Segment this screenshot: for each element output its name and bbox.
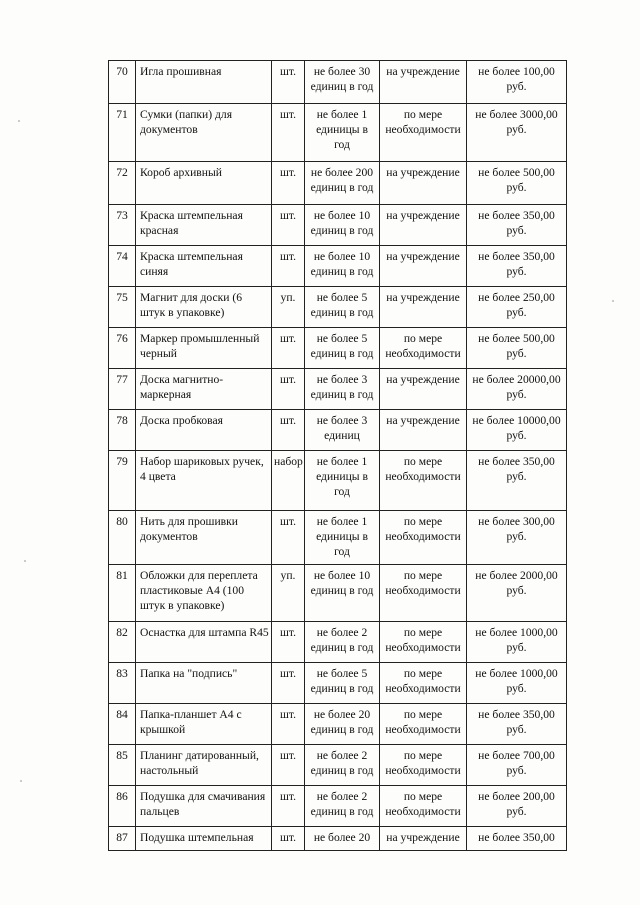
row-number: 84 (109, 704, 136, 745)
unit: шт. (272, 162, 305, 205)
unit: набор (272, 451, 305, 511)
row-number: 83 (109, 663, 136, 704)
price: не более 250,00 руб. (467, 287, 567, 328)
quantity: не более 30 единиц в год (305, 61, 380, 104)
frequency: по мере необходимости (380, 328, 467, 369)
frequency: на учреждение (380, 410, 467, 451)
item-name: Папка-планшет А4 с крышкой (136, 704, 272, 745)
item-name: Оснастка для штампа R45 (136, 622, 272, 663)
price: не более 1000,00 руб. (467, 622, 567, 663)
item-name: Короб архивный (136, 162, 272, 205)
quantity: не более 10 единиц в год (305, 205, 380, 246)
table-row (109, 287, 567, 328)
price: не более 350,00 руб. (467, 451, 567, 511)
table-row (109, 745, 567, 786)
row-number: 75 (109, 287, 136, 328)
items-table-body (109, 61, 567, 851)
unit: шт. (272, 104, 305, 162)
scan-speck (612, 300, 614, 302)
price: не более 350,00 руб. (467, 704, 567, 745)
table-row (109, 61, 567, 104)
frequency: по мере необходимости (380, 451, 467, 511)
price: не более 100,00 руб. (467, 61, 567, 104)
table-row (109, 565, 567, 622)
item-name: Доска пробковая (136, 410, 272, 451)
frequency: на учреждение (380, 61, 467, 104)
unit: шт. (272, 246, 305, 287)
price: не более 350,00 руб. (467, 205, 567, 246)
quantity: не более 20 единиц в год (305, 704, 380, 745)
row-number: 76 (109, 328, 136, 369)
table-row (109, 704, 567, 745)
row-number: 73 (109, 205, 136, 246)
item-name: Игла прошивная (136, 61, 272, 104)
row-number: 82 (109, 622, 136, 663)
quantity: не более 3 единиц в год (305, 369, 380, 410)
frequency: на учреждение (380, 369, 467, 410)
unit: шт. (272, 410, 305, 451)
item-name: Магнит для доски (6 штук в упаковке) (136, 287, 272, 328)
quantity: не более 20 (305, 827, 380, 851)
price: не более 20000,00 руб. (467, 369, 567, 410)
row-number: 80 (109, 511, 136, 565)
item-name: Набор шариковых ручек, 4 цвета (136, 451, 272, 511)
unit: шт. (272, 745, 305, 786)
unit: уп. (272, 287, 305, 328)
table-row (109, 104, 567, 162)
scan-speck (18, 120, 20, 122)
price: не более 2000,00 руб. (467, 565, 567, 622)
table-row (109, 205, 567, 246)
table-row (109, 328, 567, 369)
price: не более 350,00 (467, 827, 567, 851)
frequency: по мере необходимости (380, 745, 467, 786)
frequency: на учреждение (380, 205, 467, 246)
item-name: Обложки для переплета пластиковые А4 (100 штук в упаковке) (136, 565, 272, 622)
unit: шт. (272, 369, 305, 410)
row-number: 77 (109, 369, 136, 410)
unit: шт. (272, 622, 305, 663)
table-row (109, 622, 567, 663)
price: не более 3000,00 руб. (467, 104, 567, 162)
frequency: по мере необходимости (380, 786, 467, 827)
unit: шт. (272, 205, 305, 246)
unit: уп. (272, 565, 305, 622)
quantity: не более 10 единиц в год (305, 246, 380, 287)
item-name: Подушка для смачивания пальцев (136, 786, 272, 827)
table-row (109, 246, 567, 287)
quantity: не более 2 единиц в год (305, 786, 380, 827)
quantity: не более 2 единиц в год (305, 745, 380, 786)
item-name: Краска штемпельная синяя (136, 246, 272, 287)
items-table (108, 60, 567, 851)
row-number: 74 (109, 246, 136, 287)
row-number: 78 (109, 410, 136, 451)
frequency: на учреждение (380, 287, 467, 328)
item-name: Краска штемпельная красная (136, 205, 272, 246)
frequency: по мере необходимости (380, 565, 467, 622)
unit: шт. (272, 61, 305, 104)
row-number: 81 (109, 565, 136, 622)
row-number: 87 (109, 827, 136, 851)
frequency: по мере необходимости (380, 663, 467, 704)
item-name: Маркер промышленный черный (136, 328, 272, 369)
table-row (109, 369, 567, 410)
frequency: по мере необходимости (380, 704, 467, 745)
price: не более 700,00 руб. (467, 745, 567, 786)
unit: шт. (272, 328, 305, 369)
unit: шт. (272, 827, 305, 851)
price: не более 1000,00 руб. (467, 663, 567, 704)
item-name: Сумки (папки) для документов (136, 104, 272, 162)
quantity: не более 1 единицы в год (305, 451, 380, 511)
price: не более 10000,00 руб. (467, 410, 567, 451)
row-number: 79 (109, 451, 136, 511)
quantity: не более 200 единиц в год (305, 162, 380, 205)
quantity: не более 2 единиц в год (305, 622, 380, 663)
table-row (109, 827, 567, 851)
table-row (109, 786, 567, 827)
unit: шт. (272, 786, 305, 827)
scan-speck (20, 780, 22, 782)
quantity: не более 1 единицы в год (305, 511, 380, 565)
frequency: по мере необходимости (380, 104, 467, 162)
item-name: Нить для прошивки документов (136, 511, 272, 565)
row-number: 86 (109, 786, 136, 827)
unit: шт. (272, 511, 305, 565)
table-row (109, 162, 567, 205)
frequency: по мере необходимости (380, 622, 467, 663)
table-row (109, 511, 567, 565)
price: не более 300,00 руб. (467, 511, 567, 565)
quantity: не более 3 единиц (305, 410, 380, 451)
table-row (109, 663, 567, 704)
row-number: 72 (109, 162, 136, 205)
row-number: 71 (109, 104, 136, 162)
quantity: не более 5 единиц в год (305, 663, 380, 704)
quantity: не более 5 единиц в год (305, 287, 380, 328)
unit: шт. (272, 704, 305, 745)
item-name: Папка на "подпись" (136, 663, 272, 704)
price: не более 350,00 руб. (467, 246, 567, 287)
row-number: 85 (109, 745, 136, 786)
frequency: на учреждение (380, 162, 467, 205)
frequency: на учреждение (380, 246, 467, 287)
price: не более 500,00 руб. (467, 328, 567, 369)
item-name: Доска магнитно-маркерная (136, 369, 272, 410)
frequency: по мере необходимости (380, 511, 467, 565)
quantity: не более 10 единиц в год (305, 565, 380, 622)
unit: шт. (272, 663, 305, 704)
row-number: 70 (109, 61, 136, 104)
price: не более 200,00 руб. (467, 786, 567, 827)
item-name: Подушка штемпельная (136, 827, 272, 851)
table-row (109, 410, 567, 451)
table-row (109, 451, 567, 511)
price: не более 500,00 руб. (467, 162, 567, 205)
quantity: не более 5 единиц в год (305, 328, 380, 369)
item-name: Планинг датированный, настольный (136, 745, 272, 786)
frequency: на учреждение (380, 827, 467, 851)
scan-speck (24, 560, 26, 562)
quantity: не более 1 единицы в год (305, 104, 380, 162)
